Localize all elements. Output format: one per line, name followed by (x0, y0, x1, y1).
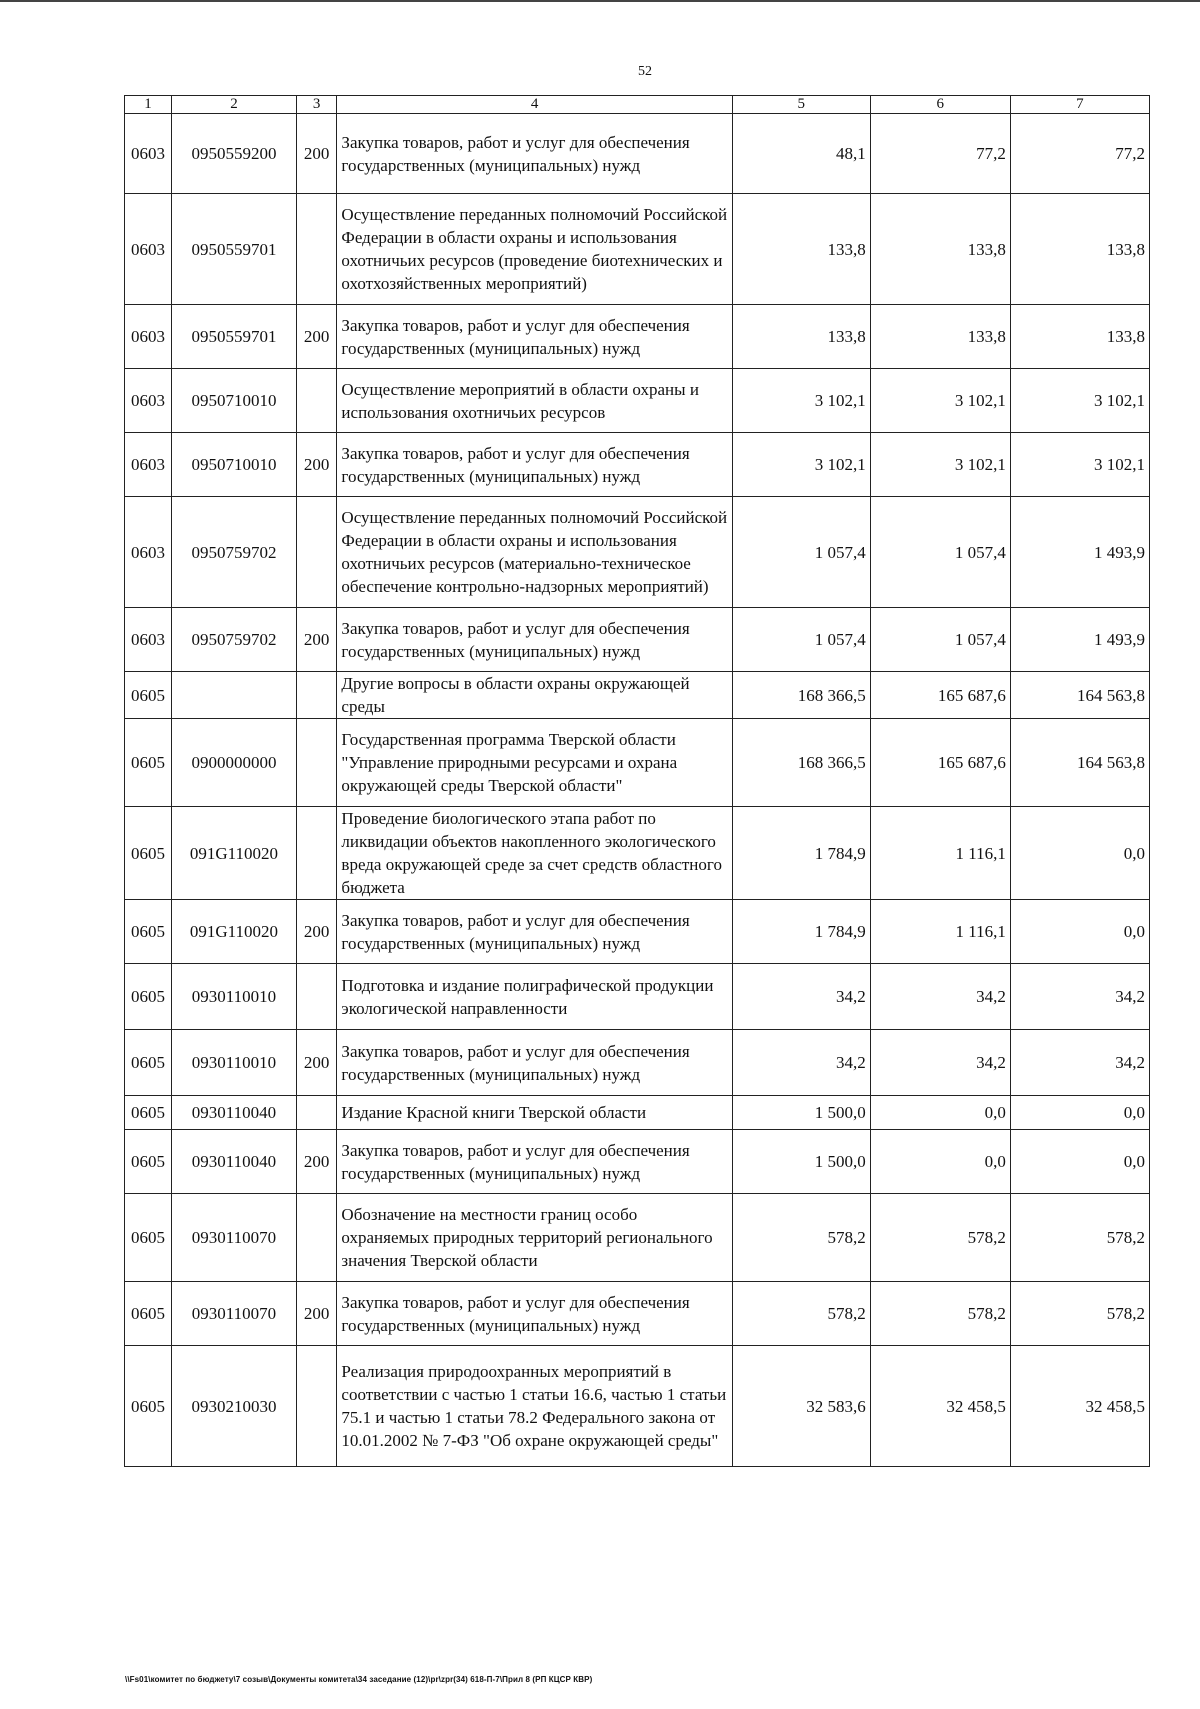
target-article-code: 0950559200 (172, 114, 297, 194)
amount-col5: 3 102,1 (732, 433, 870, 497)
column-header: 2 (172, 96, 297, 114)
section-code: 0603 (125, 194, 172, 305)
section-code: 0605 (125, 1346, 172, 1467)
amount-col6: 34,2 (870, 964, 1010, 1030)
item-name: Закупка товаров, работ и услуг для обеспечения государственных (муниципальных) нужд (337, 1130, 732, 1194)
amount-col7: 77,2 (1010, 114, 1149, 194)
amount-col7: 164 563,8 (1010, 672, 1149, 719)
amount-col7: 0,0 (1010, 1096, 1149, 1130)
section-code: 0603 (125, 608, 172, 672)
amount-col6: 1 116,1 (870, 900, 1010, 964)
amount-col5: 1 784,9 (732, 807, 870, 900)
amount-col5: 168 366,5 (732, 672, 870, 719)
column-header: 1 (125, 96, 172, 114)
amount-col7: 3 102,1 (1010, 433, 1149, 497)
amount-col7: 1 493,9 (1010, 497, 1149, 608)
amount-col7: 0,0 (1010, 1130, 1149, 1194)
section-code: 0603 (125, 114, 172, 194)
amount-col6: 578,2 (870, 1194, 1010, 1282)
expense-type-code (296, 497, 337, 608)
item-name: Осуществление переданных полномочий Российской Федерации в области охраны и использования охотничьих ресурсов (проведение биотехнических и охотхозяйственных мероприятий) (337, 194, 732, 305)
item-name: Закупка товаров, работ и услуг для обеспечения государственных (муниципальных) нужд (337, 433, 732, 497)
section-code: 0605 (125, 1030, 172, 1096)
amount-col5: 168 366,5 (732, 719, 870, 807)
amount-col5: 1 057,4 (732, 497, 870, 608)
table-row (125, 900, 1150, 964)
amount-col6: 77,2 (870, 114, 1010, 194)
item-name: Другие вопросы в области охраны окружающей среды (337, 672, 732, 719)
table-row (125, 194, 1150, 305)
expense-type-code (296, 964, 337, 1030)
target-article-code: 0950710010 (172, 433, 297, 497)
amount-col5: 1 500,0 (732, 1130, 870, 1194)
expense-type-code: 200 (296, 1282, 337, 1346)
budget-table (124, 95, 1150, 1467)
amount-col5: 34,2 (732, 964, 870, 1030)
amount-col7: 32 458,5 (1010, 1346, 1149, 1467)
table-row (125, 672, 1150, 719)
item-name: Закупка товаров, работ и услуг для обеспечения государственных (муниципальных) нужд (337, 1030, 732, 1096)
expense-type-code: 200 (296, 305, 337, 369)
amount-col6: 1 057,4 (870, 608, 1010, 672)
expense-type-code: 200 (296, 608, 337, 672)
amount-col6: 3 102,1 (870, 433, 1010, 497)
amount-col6: 32 458,5 (870, 1346, 1010, 1467)
expense-type-code (296, 369, 337, 433)
section-code: 0605 (125, 900, 172, 964)
amount-col5: 133,8 (732, 305, 870, 369)
item-name: Закупка товаров, работ и услуг для обеспечения государственных (муниципальных) нужд (337, 900, 732, 964)
target-article-code: 091G110020 (172, 900, 297, 964)
footer-file-path: \\Fs01\комитет по бюджету\7 созыв\Документы комитета\34 заседание (12)\pr\zpr(34) 618-П-7\Прил 8 (РП КЦСР КВР) (125, 1675, 593, 1684)
target-article-code: 0930210030 (172, 1346, 297, 1467)
section-code: 0605 (125, 672, 172, 719)
amount-col6: 0,0 (870, 1130, 1010, 1194)
amount-col6: 1 116,1 (870, 807, 1010, 900)
target-article-code: 0930110040 (172, 1130, 297, 1194)
amount-col5: 578,2 (732, 1194, 870, 1282)
amount-col5: 133,8 (732, 194, 870, 305)
item-name: Закупка товаров, работ и услуг для обеспечения государственных (муниципальных) нужд (337, 608, 732, 672)
table-row (125, 1282, 1150, 1346)
amount-col7: 133,8 (1010, 194, 1149, 305)
table-row (125, 497, 1150, 608)
amount-col7: 133,8 (1010, 305, 1149, 369)
table-row (125, 1346, 1150, 1467)
section-code: 0603 (125, 497, 172, 608)
table-row (125, 1030, 1150, 1096)
item-name: Издание Красной книги Тверской области (337, 1096, 732, 1130)
section-code: 0605 (125, 1282, 172, 1346)
item-name: Закупка товаров, работ и услуг для обеспечения государственных (муниципальных) нужд (337, 114, 732, 194)
target-article-code: 091G110020 (172, 807, 297, 900)
target-article-code: 0950710010 (172, 369, 297, 433)
amount-col6: 133,8 (870, 305, 1010, 369)
section-code: 0603 (125, 305, 172, 369)
target-article-code: 0950759702 (172, 497, 297, 608)
amount-col7: 34,2 (1010, 964, 1149, 1030)
target-article-code: 0900000000 (172, 719, 297, 807)
expense-type-code (296, 719, 337, 807)
amount-col7: 1 493,9 (1010, 608, 1149, 672)
header-row (125, 96, 1150, 114)
amount-col6: 1 057,4 (870, 497, 1010, 608)
section-code: 0605 (125, 1130, 172, 1194)
page-number: 52 (638, 64, 652, 79)
amount-col6: 578,2 (870, 1282, 1010, 1346)
section-code: 0605 (125, 719, 172, 807)
column-header: 5 (732, 96, 870, 114)
amount-col5: 1 057,4 (732, 608, 870, 672)
table-row (125, 1130, 1150, 1194)
column-header: 3 (296, 96, 337, 114)
item-name: Осуществление переданных полномочий Российской Федерации в области охраны и использования охотничьих ресурсов (материально-техническое обеспечение контрольно-надзорных мероприятий) (337, 497, 732, 608)
amount-col6: 133,8 (870, 194, 1010, 305)
expense-type-code (296, 194, 337, 305)
amount-col5: 578,2 (732, 1282, 870, 1346)
table-row (125, 305, 1150, 369)
amount-col5: 48,1 (732, 114, 870, 194)
amount-col6: 34,2 (870, 1030, 1010, 1096)
table-row (125, 369, 1150, 433)
table-row (125, 807, 1150, 900)
expense-type-code (296, 807, 337, 900)
amount-col5: 1 500,0 (732, 1096, 870, 1130)
column-header: 6 (870, 96, 1010, 114)
table-row (125, 719, 1150, 807)
item-name: Осуществление мероприятий в области охраны и использования охотничьих ресурсов (337, 369, 732, 433)
target-article-code: 0930110010 (172, 1030, 297, 1096)
amount-col7: 578,2 (1010, 1282, 1149, 1346)
table-row (125, 1194, 1150, 1282)
section-code: 0605 (125, 807, 172, 900)
section-code: 0605 (125, 964, 172, 1030)
item-name: Закупка товаров, работ и услуг для обеспечения государственных (муниципальных) нужд (337, 305, 732, 369)
amount-col5: 3 102,1 (732, 369, 870, 433)
table-row (125, 608, 1150, 672)
amount-col6: 165 687,6 (870, 719, 1010, 807)
table-row (125, 114, 1150, 194)
item-name: Реализация природоохранных мероприятий в соответствии с частью 1 статьи 16.6, частью 1 статьи 75.1 и частью 1 статьи 78.2 Федерального закона от 10.01.2002 № 7-ФЗ "Об охране окружающей среды" (337, 1346, 732, 1467)
expense-type-code (296, 1194, 337, 1282)
amount-col7: 3 102,1 (1010, 369, 1149, 433)
target-article-code: 0950559701 (172, 305, 297, 369)
amount-col7: 164 563,8 (1010, 719, 1149, 807)
item-name: Подготовка и издание полиграфической продукции экологической направленности (337, 964, 732, 1030)
column-header: 7 (1010, 96, 1149, 114)
target-article-code: 0930110010 (172, 964, 297, 1030)
expense-type-code: 200 (296, 433, 337, 497)
amount-col7: 0,0 (1010, 900, 1149, 964)
item-name: Проведение биологического этапа работ по ликвидации объектов накопленного экологического вреда окружающей среде за счет средств областного бюджета (337, 807, 732, 900)
expense-type-code: 200 (296, 900, 337, 964)
section-code: 0603 (125, 433, 172, 497)
amount-col5: 34,2 (732, 1030, 870, 1096)
section-code: 0603 (125, 369, 172, 433)
target-article-code: 0930110040 (172, 1096, 297, 1130)
column-header: 4 (337, 96, 732, 114)
item-name: Государственная программа Тверской области "Управление природными ресурсами и охрана окружающей среды Тверской области" (337, 719, 732, 807)
section-code: 0605 (125, 1194, 172, 1282)
table-row (125, 964, 1150, 1030)
expense-type-code: 200 (296, 114, 337, 194)
amount-col7: 578,2 (1010, 1194, 1149, 1282)
amount-col7: 34,2 (1010, 1030, 1149, 1096)
item-name: Обозначение на местности границ особо охраняемых природных территорий регионального значения Тверской области (337, 1194, 732, 1282)
amount-col5: 1 784,9 (732, 900, 870, 964)
expense-type-code (296, 1346, 337, 1467)
target-article-code: 0930110070 (172, 1194, 297, 1282)
section-code: 0605 (125, 1096, 172, 1130)
expense-type-code: 200 (296, 1030, 337, 1096)
target-article-code: 0950759702 (172, 608, 297, 672)
amount-col5: 32 583,6 (732, 1346, 870, 1467)
item-name: Закупка товаров, работ и услуг для обеспечения государственных (муниципальных) нужд (337, 1282, 732, 1346)
table-row (125, 433, 1150, 497)
target-article-code: 0950559701 (172, 194, 297, 305)
amount-col6: 0,0 (870, 1096, 1010, 1130)
target-article-code: 0930110070 (172, 1282, 297, 1346)
target-article-code (172, 672, 297, 719)
amount-col6: 165 687,6 (870, 672, 1010, 719)
amount-col6: 3 102,1 (870, 369, 1010, 433)
expense-type-code (296, 1096, 337, 1130)
expense-type-code (296, 672, 337, 719)
top-border-line (0, 0, 1200, 2)
table-row (125, 1096, 1150, 1130)
expense-type-code: 200 (296, 1130, 337, 1194)
amount-col7: 0,0 (1010, 807, 1149, 900)
